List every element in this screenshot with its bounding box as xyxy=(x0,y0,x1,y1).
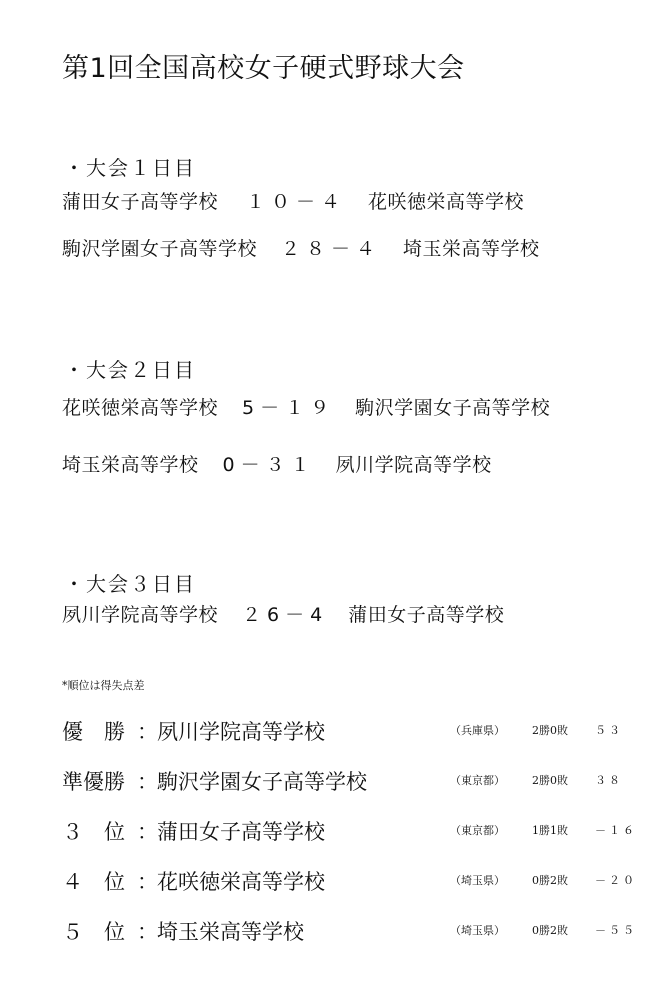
rank-point-diff: －１６ xyxy=(595,824,637,837)
ranking-row xyxy=(62,716,652,746)
match-team-1: 駒沢学園女子高等学校 xyxy=(62,238,258,260)
match-team-1: 夙川学院高等学校 xyxy=(62,604,219,626)
ranking-note: *順位は得失点差 xyxy=(62,679,145,692)
rank-school: 蒲田女子高等学校 xyxy=(157,820,325,844)
day-3-heading: ・大会３日目 xyxy=(64,572,196,596)
match-row xyxy=(62,600,504,627)
rank-point-diff: ３８ xyxy=(595,774,623,787)
match-team-2: 駒沢学園女子高等学校 xyxy=(355,397,551,419)
match-team-1: 蒲田女子高等学校 xyxy=(62,191,219,213)
match-team-1: 花咲徳栄高等学校 xyxy=(62,397,219,419)
match-row xyxy=(62,234,540,261)
day-2-heading: ・大会２日目 xyxy=(64,358,196,382)
rank-point-diff: －２０ xyxy=(595,874,637,887)
rank-school: 花咲徳栄高等学校 xyxy=(157,870,325,894)
match-score: ２6－4 xyxy=(242,604,329,626)
rank-label: 優 勝 xyxy=(62,720,125,744)
rank-prefecture: （東京都） xyxy=(450,774,505,787)
rank-colon: ： xyxy=(137,770,158,794)
rank-label: ４ 位 xyxy=(62,870,125,894)
match-score: １０－４ xyxy=(246,191,347,213)
rank-label: ５ 位 xyxy=(62,920,125,944)
match-score: 0－３１ xyxy=(222,454,316,476)
match-row xyxy=(62,450,492,477)
ranking-row xyxy=(62,866,652,896)
rank-record: 0勝2敗 xyxy=(532,874,568,887)
ranking-row xyxy=(62,766,652,796)
rank-point-diff: －５５ xyxy=(595,924,637,937)
match-row xyxy=(62,187,524,214)
rank-prefecture: （東京都） xyxy=(450,824,505,837)
match-team-2: 花咲徳栄高等学校 xyxy=(368,191,525,213)
ranking-row xyxy=(62,816,652,846)
ranking-row xyxy=(62,916,652,946)
rank-school: 夙川学院高等学校 xyxy=(157,720,325,744)
rank-point-diff: ５３ xyxy=(595,724,623,737)
rank-colon: ： xyxy=(137,820,158,844)
rank-record: 1勝1敗 xyxy=(532,824,568,837)
rank-label: ３ 位 xyxy=(62,820,125,844)
rank-prefecture: （埼玉県） xyxy=(450,924,505,937)
match-score: 5－１９ xyxy=(242,397,336,419)
rank-prefecture: （兵庫県） xyxy=(450,724,505,737)
match-team-1: 埼玉栄高等学校 xyxy=(62,454,199,476)
match-team-2: 蒲田女子高等学校 xyxy=(348,604,505,626)
page-title: 第1回全国高校女子硬式野球大会 xyxy=(62,53,465,84)
match-team-2: 夙川学院高等学校 xyxy=(335,454,492,476)
rank-record: 0勝2敗 xyxy=(532,924,568,937)
rank-record: 2勝0敗 xyxy=(532,774,568,787)
rank-school: 埼玉栄高等学校 xyxy=(157,920,304,944)
rank-colon: ： xyxy=(137,720,158,744)
match-row xyxy=(62,393,550,420)
rank-prefecture: （埼玉県） xyxy=(450,874,505,887)
rank-label: 準優勝 xyxy=(62,770,125,794)
match-team-2: 埼玉栄高等学校 xyxy=(403,238,540,260)
match-score: ２８－４ xyxy=(281,238,382,260)
rank-school: 駒沢学園女子高等学校 xyxy=(157,770,367,794)
rank-record: 2勝0敗 xyxy=(532,724,568,737)
rank-colon: ： xyxy=(137,920,158,944)
day-1-heading: ・大会１日目 xyxy=(64,156,196,180)
rank-colon: ： xyxy=(137,870,158,894)
